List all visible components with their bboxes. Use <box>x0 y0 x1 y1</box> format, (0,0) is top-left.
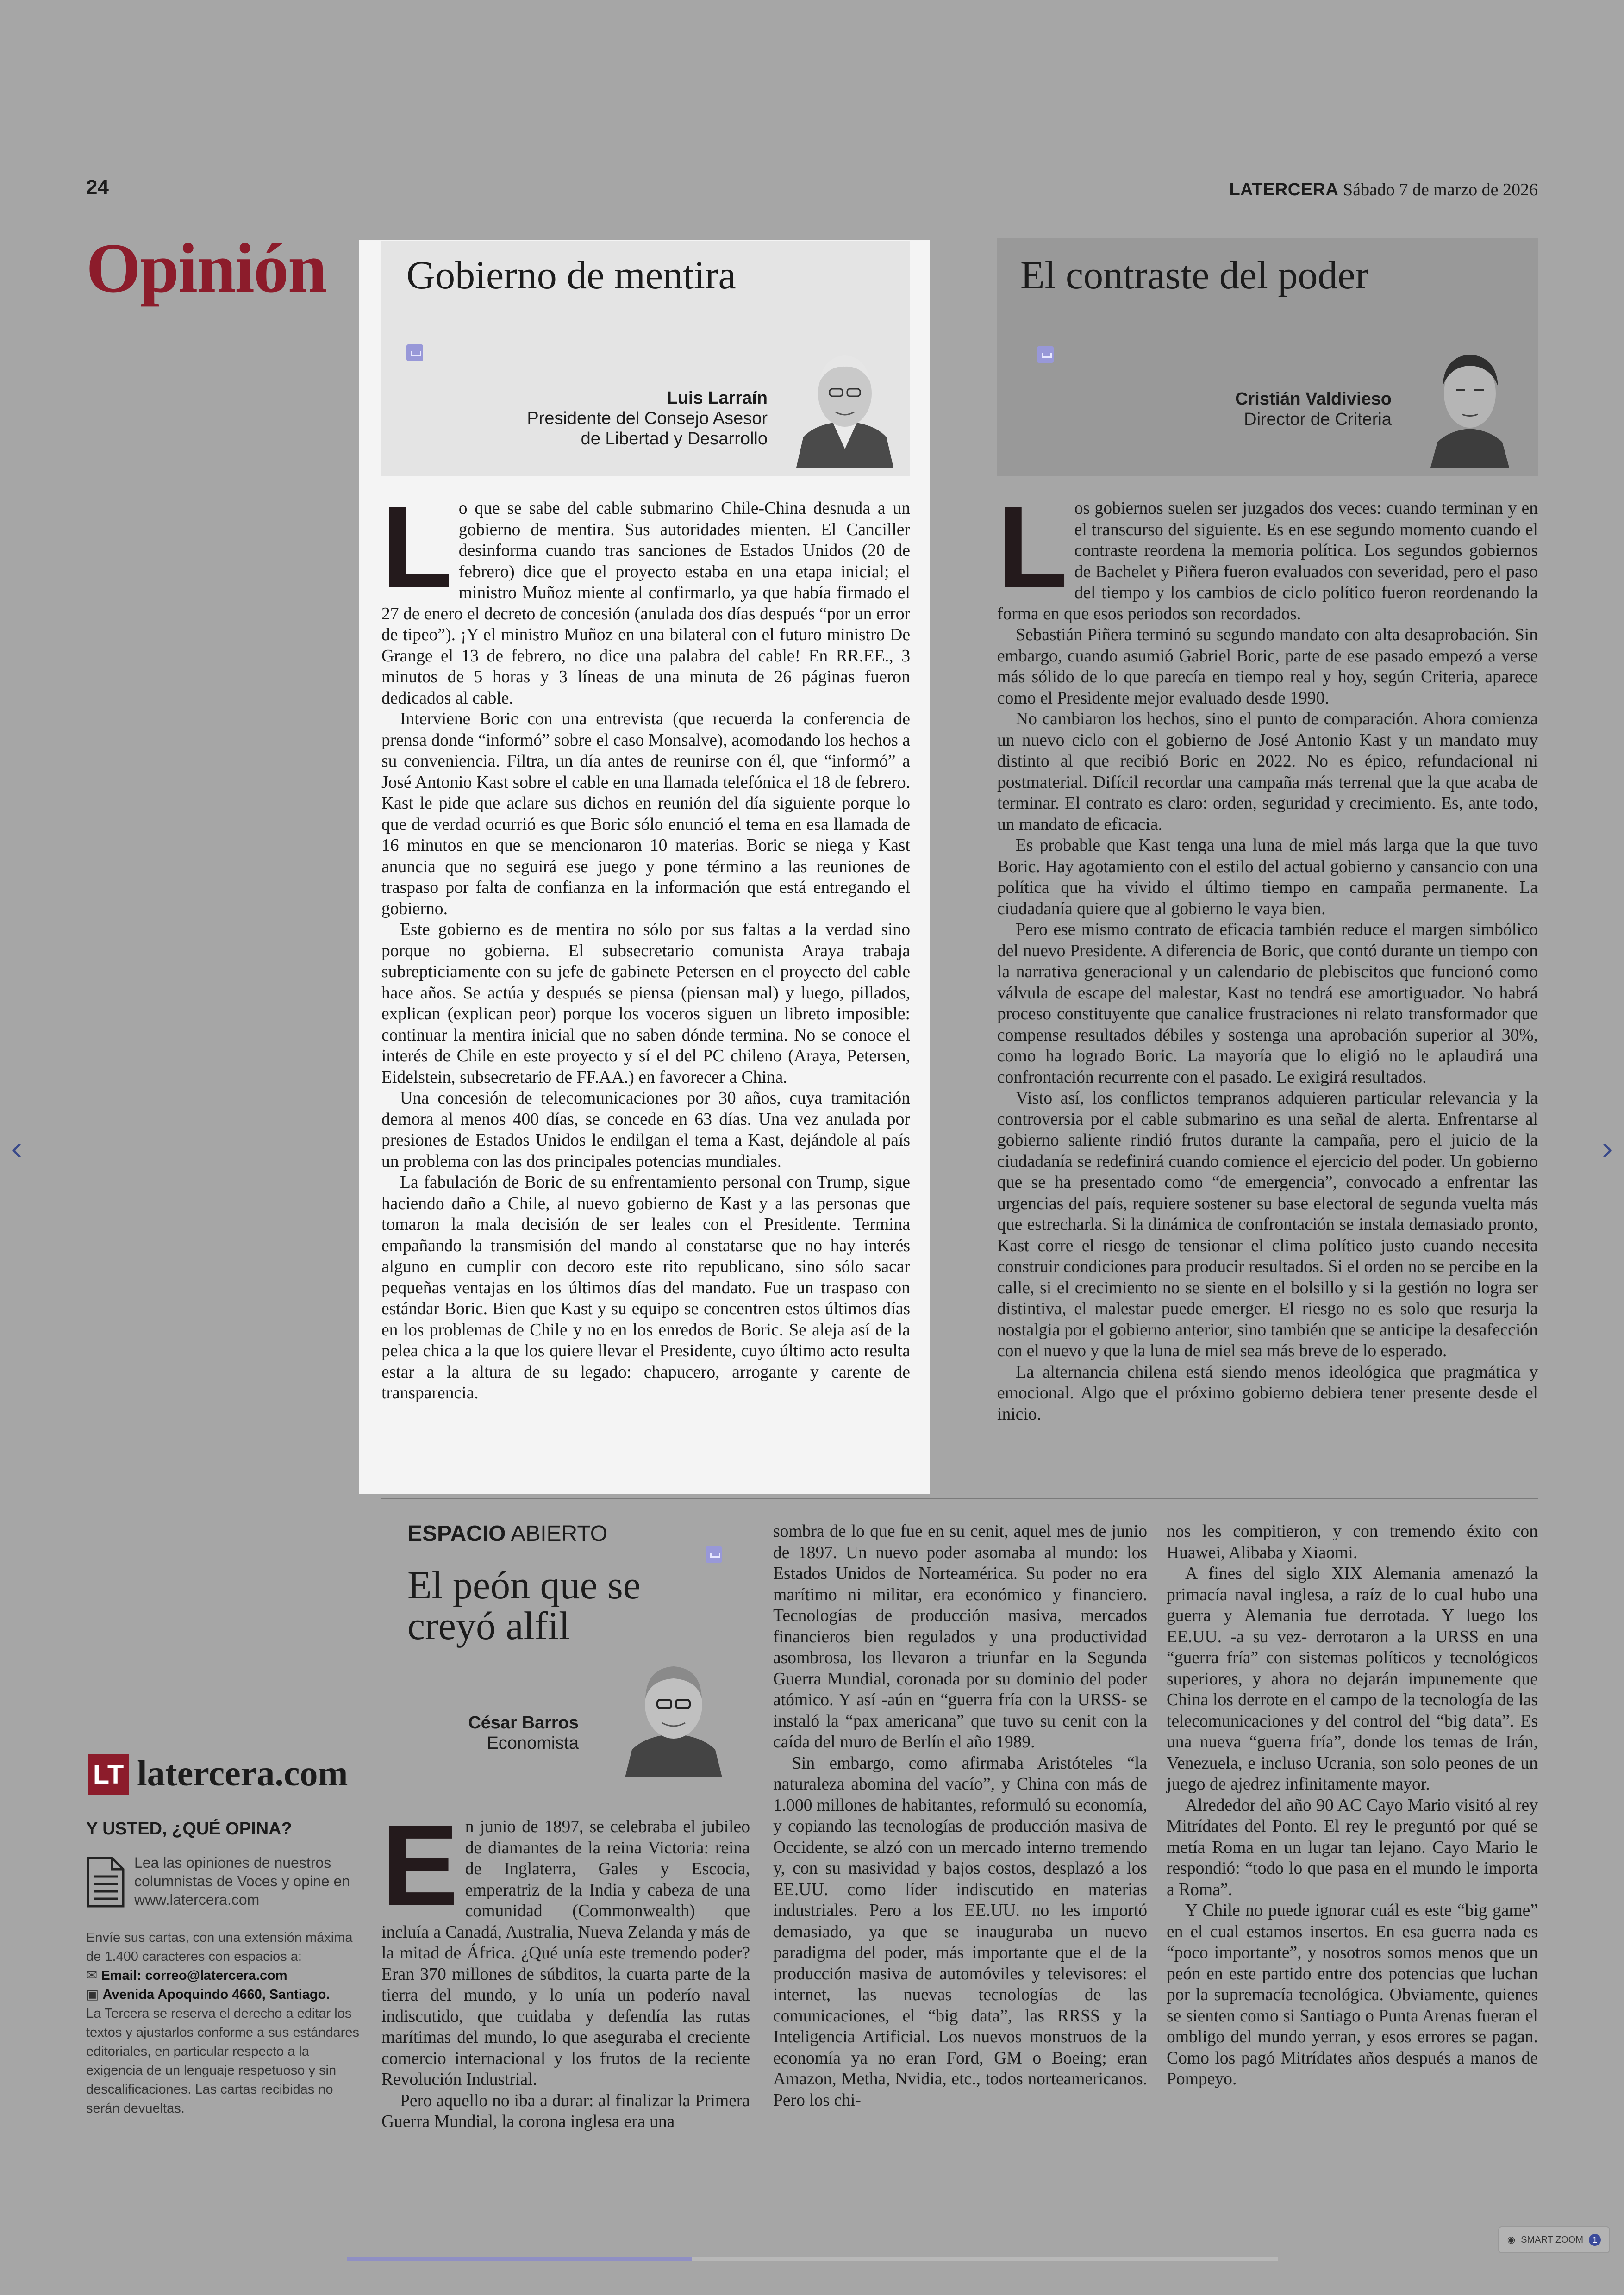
latercera-logo-mark: LT <box>88 1754 129 1795</box>
article-3-paragraph: Y Chile no puede ignorar cuál es este “big game” en el cual estamos insertos. En esa guerra nada es “poco importante”, y nosotros somos menos que un peón en este partido entre dos potencias que luchan por la supremacía tecnológica. Obviamente, quienes se sienten como si Santiago o Punta Arenas fueran el ombligo del mundo yerran, y esos errores se pagan. Como los pagó Mitrídates años después a manos de Pompeyo. <box>1167 1901 1538 2089</box>
document-icon <box>86 1856 125 1908</box>
article-2-paragraph: Es probable que Kast tenga una luna de miel más larga que la que tuvo Boric. Hay agotamiento con el estilo del actual gobierno y cansancio con una política que ha vivido el último tiempo en campaña permanente. La ciudadanía quiere que al gobierno le vaya bien. <box>997 836 1538 918</box>
page-header <box>1229 180 1538 200</box>
article-1-paragraph: o que se sabe del cable submarino Chile-China desnuda a un gobierno de mentira. Sus autoridades mienten. El Canciller desinforma cuando tras sanciones de Estados Unidos (20 de febrero) dice que el proyecto estaba en una etapa inicial; el ministro Muñoz miente al confirmarlo, ya que había firmado el 27 de enero el decreto de concesión (anulada dos días después “por un error de tipeo”). ¡Y el ministro Muñoz en una bilateral con el futuro ministro De Grange el 13 de febrero, no dice una palabra del cable! En RR.EE., 3 minutos de 5 horas y 3 líneas de una minuta de 26 páginas fueron dedicados al cable. <box>381 499 910 708</box>
article-2-dropcap: L <box>997 482 1068 611</box>
smart-zoom-count: 1 <box>1589 2234 1601 2246</box>
article-3-title <box>407 1565 641 1646</box>
article-1-paragraph: Una concesión de telecomunicaciones por 30 años, cuya tramitación demora al menos 400 días, se concede en 63 días. Una vez anulada por presiones de Estados Unidos le endilgan el tema a Kast, dejándole al país un problema con las dos principales potencias mundiales. <box>381 1089 910 1171</box>
section-title: Opinión <box>86 229 326 307</box>
article-3-byline <box>407 1713 579 1753</box>
article-3-author-portrait <box>616 1648 731 1777</box>
article-3-comment-icon[interactable] <box>706 1546 722 1563</box>
article-1-role: Presidente del Consejo Asesor <box>527 409 768 428</box>
article-2-byline <box>1111 389 1392 430</box>
article-3-paragraph: n junio de 1897, se celebraba el jubileo de diamantes de la reina Victoria: reina de Inglaterra, Gales y Escocia, emperatriz de la India y cabeza de una comunidad (Commonwealth) que incluía a Canadá, Australia, Nueva Zelanda y más de la mitad de África. ¿Qué unía este tremendo poder? Eran 370 millones de súbditos, la cuarta parte de la tierra del mundo, y lo unía un poderío naval indiscutido, que cuidaba y defendía las rutas marítimas del mundo, lo que aseguraba el creciente comercio internacional y los frutos de la reciente Revolución Industrial. <box>381 1817 750 2089</box>
latercera-logo-text[interactable]: latercera.com <box>137 1753 348 1793</box>
article-3-body-col-1 <box>381 1801 750 2133</box>
article-3-body-col-3 <box>1167 1521 1538 2090</box>
article-1-dropcap: L <box>381 482 452 611</box>
article-2-paragraph: os gobiernos suelen ser juzgados dos veces: cuando terminan y en el transcurso del siguiente. Es en ese segundo momento cuando el contraste reordena la memoria política. Los segundos gobiernos de Bachelet y Piñera fueron evaluados con severidad, pero el paso del tiempo y los cambios de ciclo político fueron reordenando la forma en que esos periodos son recordados. <box>997 499 1538 624</box>
email-icon: ✉ <box>86 1968 101 1983</box>
article-3-paragraph: Pero aquello no iba a durar: al finalizar la Primera Guerra Mundial, la corona inglesa era una <box>381 2091 750 2131</box>
smart-zoom-button[interactable] <box>1498 2226 1610 2253</box>
sidebar-email: ✉ Email: correo@latercera.com <box>86 1968 287 1983</box>
sidebar-address: ▣ Avenida Apoquindo 4660, Santiago. <box>86 1987 330 2002</box>
article-3-title-line: El peón que se <box>407 1563 641 1607</box>
sidebar-info: Lea las opiniones de nuestros columnistas de Voces y opine en www.latercera.com <box>134 1854 350 1908</box>
article-1-author-portrait <box>787 338 903 468</box>
article-2-role: Director de Criteria <box>1244 410 1392 429</box>
article-3-dropcap: E <box>381 1801 459 1930</box>
article-2-author: Cristián Valdivieso <box>1235 389 1392 409</box>
page-number: 24 <box>86 176 109 199</box>
article-2-paragraph: Sebastián Piñera terminó su segundo mandato con alta desaprobación. Sin embargo, cuando asumió Gabriel Boric, parte de ese pasado empezó a verse más sólido de lo que parecía en tiempo real y hoy, según Criteria, aparece como el Presidente mejor evaluado desde 1990. <box>997 625 1538 708</box>
article-3-paragraph: A fines del siglo XIX Alemania amenazó la primacía naval inglesa, a raíz de lo cual hubo una guerra y Alemania fue derrotada. Y luego los EE.UU. -a su vez- derrotaron a la URSS en una “guerra fría” con sistemas políticos y tecnológicos superiores, y ahora no dejarán impunemente que China los derrote en el campo de la tecnología de las telecomunicaciones y del control del “big data”. Es una nueva “guerra fría”, donde los temas de Irán, Venezuela, e incluso Ucrania, son solo peones de un juego de ajedrez infinitamente mayor. <box>1167 1564 1538 1794</box>
article-1-byline <box>481 388 768 449</box>
next-page-button[interactable]: › <box>1602 1130 1613 1166</box>
mailbox-icon: ▣ <box>86 1987 103 2002</box>
sidebar-note-intro: Envíe sus cartas, con una extensión máxima de 1.400 caracteres con espacios a: <box>86 1930 353 1964</box>
article-3-paragraph: Sin embargo, como afirmaba Aristóteles “la naturaleza abomina del vacío”, y China con más de 1.000 millones de habitantes, reformuló su economía, y copiando las tecnologías de producción masiva de Occidente, se alzó con un mercado interno tremendo y, con su masividad y bajos costos, desplazó a los EE.UU. como líder indiscutido en materias industriales. Pero a los EE.UU. no les importó demasiado, ya que se inauguraba un nuevo paradigma del poder, más importante que el de la producción masiva de automóviles y televisores: el internet, las nuevas tecnologías de las comunicaciones, el “big data”, las RRSS y la Inteligencia Artificial. Los nuevos monstruos de la economía ya no eran Ford, GM o Boeing; eran Amazon, Metha, Nvidia, etc., todos norteamericanos. Pero los chi- <box>773 1753 1147 2110</box>
article-2-paragraph: Visto así, los conflictos tempranos adquieren particular relevancia y la controversia por el cable submarino es una señal de alerta. Enfrentarse al gobierno saliente rindió frutos durante la campaña, pero el juicio de la ciudadanía se redefinirá cuando comience el ejercicio del poder. Un gobierno que se ha presentado como “de emergencia”, convocado a enfrentar las urgencias del país, requiere sostener su base electoral de segunda vuelta más que estrecharla. Si la dinámica de confrontación se instala demasiado pronto, Kast corre el riesgo de tensionar el clima político justo cuando necesita construir condiciones para producir resultados. Si el orden no se percibe en la calle, si el crecimiento no se siente en el bolsillo y si la gestión no logra ser distintiva, el malestar puede emerger. El riesgo no es solo que resurja la nostalgia por el gobierno anterior, sino también que se anticipe la desafección con el nuevo y que la luna de miel sea más breve de lo esperado. <box>997 1089 1538 1360</box>
section-divider <box>381 1498 1538 1499</box>
page-progress-fill <box>347 2257 692 2261</box>
article-1-role-2: de Libertad y Desarrollo <box>581 429 768 449</box>
article-2-paragraph: Pero ese mismo contrato de eficacia también reduce el margen simbólico del nuevo Presidente. A diferencia de Boric, que contó durante un tiempo con la narrativa generacional y un calendario de plebiscitos que funcionó como válvula de escape del malestar, Kast no tendrá ese amortiguador. No habrá proceso constituyente que canalice frustraciones ni relato transformador que compense resultados débiles y sostenga una aprobación superior al 30%, como ha logrado Boric. La mayoría que lo eligió no le aplaudirá una confrontación recurrente con el pasado. Le exigirá resultados. <box>997 920 1538 1087</box>
sidebar-note-rest: La Tercera se reserva el derecho a editar los textos y ajustarlos conforme a sus estándares editoriales, en particular respecto a la exigencia de un lenguaje respetuoso y sin descalificaciones. Las cartas recibidas no serán devueltas. <box>86 2006 359 2116</box>
espacio-label-bold: ESPACIO <box>407 1522 506 1546</box>
article-1-paragraph: La fabulación de Boric de su enfrentamiento personal con Trump, sigue haciendo daño a Chile, al nuevo gobierno de Kast y a las personas que tomaron la mala decisión de ser leales con el Presidente. Termina empañando la transmisión del mando al constatarse que no hay interés alguno en cumplir con decoro este rito republicano, sino sólo sacar pequeñas ventajas en los últimos días del mandato. Fue un traspaso con estándar Boric. Bien que Kast y su equipo se concentren estos últimos días en los problemas de Chile y no en los enredos de Boric. Se aleja así de la pelea chica a la que los quiere llevar el Presidente, cuyo último acto resulta estar a la altura de su legado: chapucero, arrogante y carente de transparencia. <box>381 1173 910 1403</box>
header-brand: LATERCERA <box>1229 180 1339 200</box>
article-2-comment-icon[interactable] <box>1037 346 1054 363</box>
article-1-body <box>381 482 910 1404</box>
header-date: Sábado 7 de marzo de 2026 <box>1343 180 1538 200</box>
espacio-abierto-label <box>407 1521 607 1547</box>
prev-page-button[interactable]: ‹ <box>11 1130 22 1166</box>
article-3-paragraph: Alrededor del año 90 AC Cayo Mario visitó al rey Mitrídates del Ponto. El rey le preguntó por qué se metía Roma en un lugar tan lejano. Cayo Mario le respondió: “todo lo que pasa en el mundo le importa a Roma”. <box>1167 1796 1538 1899</box>
article-1-paragraph: Este gobierno es de mentira no sólo por sus faltas a la verdad sino porque no gobierna. El subsecretario comunista Araya trabaja subrepticiamente con su jefe de gabinete Petersen en el proyecto del cable hace años. Se actúa y después se piensa (piensan mal) y luego, pillados, explican (explican peor) porque los voceros siguen un libreto imposible: continuar la mentira inicial que no saben dónde termina. No se conoce el interés de Chile en este proyecto y sí el del PC chileno (Araya, Petersen, Eidelstein, subsecretario de FF.AA.) en favorecer a China. <box>381 920 910 1087</box>
article-3-author: César Barros <box>468 1713 579 1733</box>
article-2-paragraph: La alternancia chilena está siendo menos ideológica que pragmática y emocional. Algo que el próximo gobierno debiera tener presente desde el inicio. <box>997 1362 1538 1424</box>
article-1-paragraph: Interviene Boric con una entrevista (que recuerda la conferencia de prensa donde “informó” sobre el caso Monsalve), acomodando los hechos a su conveniencia. Filtra, un día antes de reunirse con él, que “informó” a José Antonio Kast sobre el cable en una llamada telefónica el 18 de febrero. Kast le pide que aclare sus dichos en reunión del día siguiente porque lo que de verdad ocurrió es que Boric sólo enunció el tema en esa llamada de 16 minutos en que se mencionaron 10 materias. Boric se niega y Kast anuncia que no seguirá ese juego y pone término a las reuniones de traspaso por falta de confianza en la información que está entregando el gobierno. <box>381 710 910 918</box>
eye-icon: ◉ <box>1507 2235 1516 2245</box>
sidebar-question: Y USTED, ¿QUÉ OPINA? <box>86 1819 292 1839</box>
article-3-paragraph: sombra de lo que fue en su cenit, aquel mes de junio de 1897. Un nuevo poder asomaba al mundo: los Estados Unidos de Norteamérica. Su poder no era marítimo ni militar, era económico y financiero. Tecnologías de producción masiva, mercados financieros bien regulados y una productividad asombrosa, los llevaron a triunfar en la Segunda Guerra Mundial, coronada por su dominio del poder atómico. Y así -aún en “guerra fría con la URSS- se instaló la “pax americana” que tuvo su cenit con la caída del muro de Berlín el año 1989. <box>773 1522 1147 1752</box>
article-1-title: Gobierno de mentira <box>406 253 736 297</box>
article-1-author: Luis Larraín <box>667 388 768 408</box>
article-3-title-line: creyó alfil <box>407 1603 570 1648</box>
smart-zoom-label: SMART ZOOM <box>1521 2235 1583 2245</box>
espacio-label-rest: ABIERTO <box>506 1522 608 1546</box>
article-2-title: El contraste del poder <box>1020 253 1369 297</box>
sidebar-note <box>86 1928 359 2118</box>
article-3-paragraph: nos les compitieron, y con tremendo éxito con Huawei, Alibaba y Xiaomi. <box>1167 1522 1538 1562</box>
article-2-paragraph: No cambiaron los hechos, sino el punto de comparación. Ahora comienza un nuevo ciclo con el gobierno de José Antonio Kast y un mandato muy distinto al que recibió Boric en 2022. No es épico, refundacional ni postmaterial. Difícil recordar una campaña más terrenal que la que acaba de terminar. El contrato es claro: orden, seguridad y crecimiento. Es, ante todo, un mandato de eficacia. <box>997 710 1538 834</box>
article-3-role: Economista <box>487 1734 579 1753</box>
article-1-comment-icon[interactable] <box>406 344 423 361</box>
article-3-body-col-2 <box>773 1521 1147 2111</box>
article-2-body <box>997 482 1538 1425</box>
article-2-author-portrait <box>1412 338 1528 468</box>
